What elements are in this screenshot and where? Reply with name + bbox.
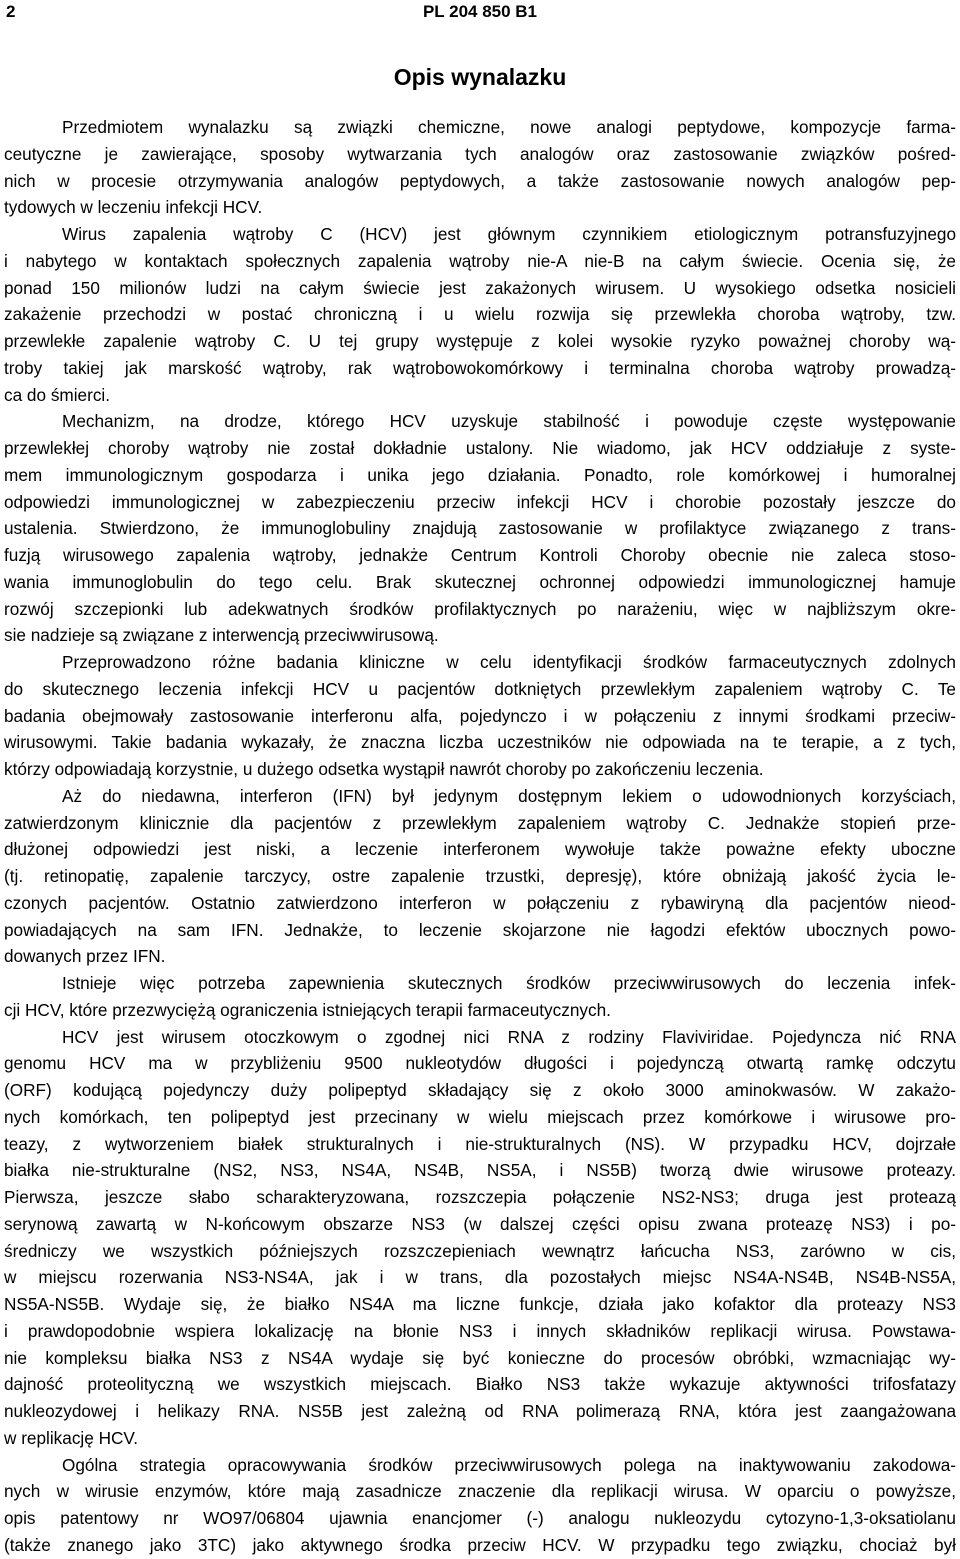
text-line: rozwój szczepionki lub adekwatnych środków profilaktycznych po narażeniu, więc w najbliższym okre- — [4, 598, 956, 619]
text-line: Aż do niedawna, interferon (IFN) był jedynym dostępnym lekiem o udowodnionych korzyściach, — [62, 785, 956, 806]
paragraph — [4, 221, 956, 408]
text-line: opis patentowy nr WO97/06804 ujawnia enancjomer (-) analogu nukleozydu cytozyno-1,3-oksatiolanu — [4, 1508, 956, 1528]
text-line: troby takiej jak marskość wątroby, rak wątrobowokomórkowy i terminalna choroba wątroby prowadzą- — [4, 357, 956, 378]
text-line: przewlekłej choroby wątroby nie został dokładnie ustalony. Nie wiadomo, jak HCV oddziałuje z syste- — [4, 438, 956, 458]
page-number: 2 — [6, 2, 16, 21]
text-line: ceutyczne je zawierające, sposoby wytwarzania tych analogów oraz zastosowanie związków pośred- — [4, 143, 956, 164]
text-line: ca do śmierci. — [4, 384, 111, 405]
text-line: Istnieje więc potrzeba zapewnienia skutecznych środków przeciwwirusowych do leczenia infek- — [62, 973, 956, 993]
text-line: tydowych w leczeniu infekcji HCV. — [4, 197, 263, 218]
text-line: białka nie-strukturalne (NS2, NS3, NS4A, NS4B, NS5A, i NS5B) tworzą dwie wirusowe proteazy. — [4, 1160, 956, 1181]
text-line: i prawdopodobnie wspiera lokalizację na błonie NS3 i innych składników replikacji wirusa. Powstawa- — [4, 1320, 956, 1341]
text-line: w miejscu rozerwania NS3-NS4A, jak i w trans, dla pozostałych miejsc NS4A-NS4B, NS4B-NS5A, — [4, 1267, 956, 1288]
document-body — [4, 114, 956, 1559]
text-line: NS5A-NS5B. Wydaje się, że białko NS4A ma liczne funkcje, działa jako kofaktor dla proteazy NS3 — [4, 1294, 956, 1314]
text-line: wirusowymi. Takie badania wykazały, że znaczna liczba uczestników nie odpowiada na te terapie, a z tych, — [4, 732, 956, 753]
text-line: Ogólna strategia opracowywania środków przeciwwirusowych polega na inaktywowaniu zakodowa- — [62, 1454, 956, 1475]
patent-number: PL 204 850 B1 — [422, 2, 538, 21]
text-line: genomu HCV ma w przybliżeniu 9500 nukleotydów długości i pojedynczą otwartą ramkę odczytu — [4, 1053, 956, 1074]
text-line: (ORF) kodującą pojedynczy duży polipeptyd składający się z około 3000 aminokwasów. W zakażo- — [4, 1080, 956, 1100]
text-line: nych w wirusie enzymów, które mają zasadnicze znaczenie dla replikacji wirusa. W oparciu o powyższe, — [4, 1481, 956, 1502]
section-title: Opis wynalazku — [393, 64, 567, 90]
page-header — [6, 2, 954, 26]
text-line: dłużonej odpowiedzi jest niski, a leczenie interferonem wywołuje także poważne efekty uboczne — [4, 839, 956, 860]
text-line: w replikację HCV. — [4, 1427, 139, 1448]
text-line: ponad 150 milionów ludzi na całym świecie jest zakażonych wirusem. U wysokiego odsetka nosicieli — [4, 277, 956, 298]
text-line: Wirus zapalenia wątroby C (HCV) jest głównym czynnikiem etiologicznym potransfuzyjnego — [62, 224, 956, 244]
paragraph — [4, 783, 956, 970]
text-line: nich w procesie otrzymywania analogów peptydowych, a także zastosowanie nowych analogów pep- — [4, 170, 956, 191]
text-line: zakażenie przechodzi w postać chroniczną i u wielu rozwija się przewlekła choroba wątroby, tzw. — [4, 304, 956, 325]
text-line: sie nadzieje są związane z interwencją przeciwwirusową. — [4, 625, 439, 646]
text-line: przewlekłe zapalenie wątroby C. U tej grupy występuje z kolei wysokie ryzyko poważnej choroby wą- — [4, 331, 956, 351]
text-line: dowanych przez IFN. — [4, 946, 166, 967]
paragraph — [4, 408, 956, 649]
text-line: (tj. retinopatię, zapalenie tarczycy, ostre zapalenie trzustki, depresję), które obniżają jakość życia le- — [4, 866, 956, 886]
text-line: Pierwsza, jeszcze słabo scharakteryzowana, rozszczepia połączenie NS2-NS3; druga jest proteazą — [4, 1187, 956, 1207]
text-line: którzy odpowiadają korzystnie, u dużego odsetka wystąpił nawrót choroby po zakończeniu leczenia. — [4, 759, 764, 779]
text-line: Przedmiotem wynalazku są związki chemiczne, nowe analogi peptydowe, kompozycje farma- — [62, 117, 956, 137]
text-line: (także znanego jako 3TC) jako aktywnego środka przeciw HCV. W przypadku tego związku, chociaż był — [4, 1534, 956, 1555]
text-line: mem immunologicznym gospodarza i unika jego działania. Ponadto, role komórkowej i humoralnej — [4, 464, 956, 485]
text-line: teazy, z wytworzeniem białek strukturalnych i nie-strukturalnych (NS). W przypadku HCV, dojrzałe — [4, 1133, 956, 1154]
text-line: Przeprowadzono różne badania kliniczne w celu identyfikacji środków farmaceutycznych zdolnych — [62, 652, 956, 672]
text-line: serynową zawartą w N-końcowym obszarze NS3 (w dalszej części opisu zwana proteazę NS3) i po- — [4, 1213, 956, 1234]
paragraph — [4, 970, 956, 1024]
text-line: dajność proteolityczną we wszystkich miejscach. Białko NS3 także wykazuje aktywności trifosfatazy — [4, 1374, 956, 1395]
text-line: cji HCV, które przezwyciężą ograniczenia istniejących terapii farmaceutycznych. — [4, 999, 611, 1020]
paragraph — [4, 1024, 956, 1452]
text-line: średniczy we wszystkich późniejszych rozszczepieniach wewnątrz łańcucha NS3, zarówno w cis, — [4, 1240, 956, 1261]
text-line: badania obejmowały zastosowanie interferonu alfa, pojedynczo i w połączeniu z innymi środkami przeciw- — [4, 705, 956, 726]
text-line: do skutecznego leczenia infekcji HCV u pacjentów dotkniętych przewlekłym zapaleniem wątroby C. Te — [4, 678, 956, 699]
paragraph — [4, 649, 956, 783]
text-line: nie kompleksu białka NS3 z NS4A wydaje się być konieczne do procesów obróbki, wzmacniając wy- — [4, 1347, 956, 1368]
text-line: i nabytego w kontaktach społecznych zapalenia wątroby nie-A nie-B na całym świecie. Ocenia się, że — [4, 250, 956, 271]
text-line: fuzją wirusowego zapalenia wątroby, jednakże Centrum Kontroli Choroby obecnie nie zaleca stoso- — [4, 545, 956, 565]
paragraph — [4, 114, 956, 221]
text-line: powiadających na sam IFN. Jednakże, to leczenie skojarzone nie łagodzi efektów ubocznych powo- — [4, 919, 956, 940]
text-line: ustalenia. Stwierdzono, że immunoglobuliny znajdują zastosowanie w profilaktyce związanego z trans- — [4, 518, 956, 539]
text-line: wania immunoglobulin do tego celu. Brak skutecznej ochronnej odpowiedzi immunologicznej hamuje — [4, 571, 956, 592]
text-line: HCV jest wirusem otoczkowym o zgodnej nici RNA z rodziny Flaviviridae. Pojedyncza nić RNA — [62, 1026, 956, 1047]
paragraph — [4, 1452, 956, 1559]
text-line: zatwierdzonym klinicznie dla pacjentów z przewlekłym zapaleniem wątroby C. Jednakże stopień prze- — [4, 812, 956, 833]
text-line: czonych pacjentów. Ostatnio zatwierdzono interferon w połączeniu z rybawiryną dla pacjentów nieod- — [4, 892, 956, 913]
text-line: nukleozydowej i helikazy RNA. NS5B jest zależną od RNA polimerazą RNA, która jest zaangażowana — [4, 1401, 956, 1421]
text-line: nych komórkach, ten polipeptyd jest przecinany w wielu miejscach przez komórkowe i wirusowe pro- — [4, 1106, 956, 1127]
text-line: Mechanizm, na drodze, którego HCV uzyskuje stabilność i powoduje częste występowanie — [62, 411, 956, 432]
text-line: odpowiedzi immunologicznej w zabezpieczeniu przeciw infekcji HCV i chorobie pozostały jeszcze do — [4, 491, 956, 512]
